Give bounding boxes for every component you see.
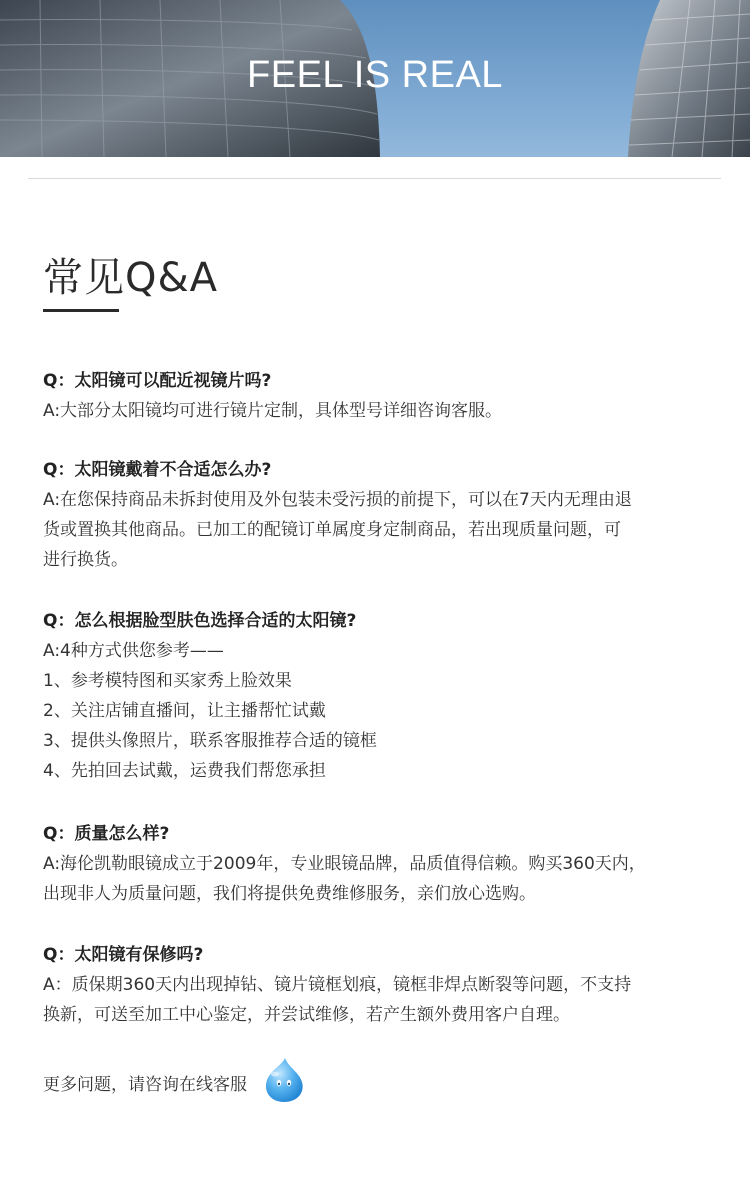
- question: Q：太阳镜有保修吗?: [43, 945, 204, 965]
- answer-line: 出现非人为质量问题，我们将提供免费维修服务，亲们放心选购。: [43, 884, 536, 904]
- answer-line: 4、先拍回去试戴，运费我们帮您承担: [43, 761, 326, 781]
- question: Q：质量怎么样?: [43, 824, 170, 844]
- answer-line: A:4种方式供您参考——: [43, 641, 224, 661]
- answer-line: A:大部分太阳镜均可进行镜片定制，具体型号详细咨询客服。: [43, 401, 503, 421]
- qa-item-1: [43, 366, 708, 426]
- contact-service-link[interactable]: [43, 1056, 307, 1108]
- chat-bubble-icon[interactable]: [261, 1056, 307, 1108]
- qa-item-4: [43, 819, 708, 909]
- question: Q：太阳镜可以配近视镜片吗?: [43, 371, 272, 391]
- banner-title: FEEL IS REAL: [247, 54, 503, 96]
- qa-item-3: [43, 606, 708, 786]
- answer-line: 3、提供头像照片，联系客服推荐合适的镜框: [43, 731, 377, 751]
- answer-line: 进行换货。: [43, 550, 128, 570]
- header-banner: [0, 0, 750, 157]
- title-underline: [43, 309, 119, 312]
- qa-item-5: [43, 940, 708, 1030]
- question: Q：太阳镜戴着不合适怎么办?: [43, 460, 272, 480]
- answer-line: A：质保期360天内出现掉钻、镜片镜框划痕，镜框非焊点断裂等问题，不支持: [43, 975, 632, 995]
- answer-line: A:海伦凯勒眼镜成立于2009年，专业眼镜品牌，品质值得信赖。购买360天内，: [43, 854, 646, 874]
- answer-line: 换新，可送至加工中心鉴定，并尝试维修，若产生额外费用客户自理。: [43, 1005, 570, 1025]
- qa-item-2: [43, 455, 708, 575]
- page-title: 常见Q&A: [43, 255, 219, 301]
- answer-line: A:在您保持商品未拆封使用及外包装未受污损的前提下，可以在7天内无理由退: [43, 490, 632, 510]
- answer-line: 2、关注店铺直播间，让主播帮忙试戴: [43, 701, 326, 721]
- answer-line: 1、参考模特图和买家秀上脸效果: [43, 671, 292, 691]
- answer-line: 货或置换其他商品。已加工的配镜订单属度身定制商品，若出现质量问题，可: [43, 520, 621, 540]
- divider: [28, 178, 721, 179]
- footer-text: 更多问题，请咨询在线客服: [43, 1074, 247, 1095]
- question: Q：怎么根据脸型肤色选择合适的太阳镜?: [43, 611, 357, 631]
